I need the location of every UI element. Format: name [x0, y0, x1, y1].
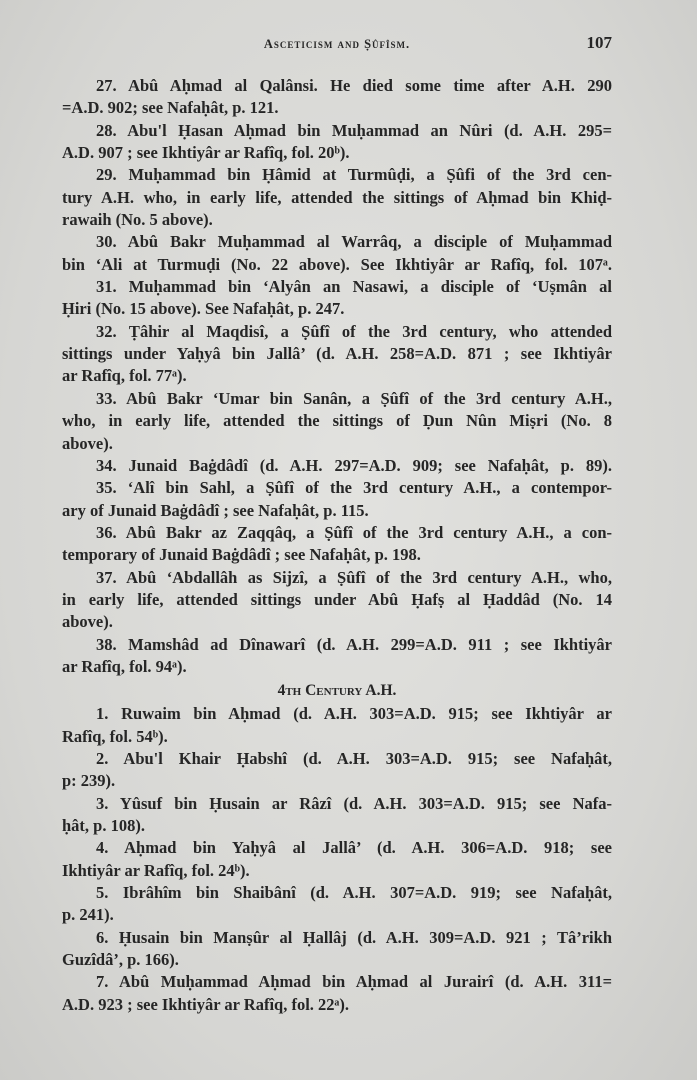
entry-3-line: 3. Yûsuf bin Ḥusain ar Râzî (d. A.H. 303=A.D. 915; see Nafa- [96, 793, 612, 813]
entry-37-line: in early life, attended sittings under Abû Ḥafṣ al Ḥaddâd (No. 14 [62, 589, 612, 609]
running-title: Asceticism and Ṣûfîsm. [263, 37, 411, 51]
entry-1-line: 1. Ruwaim bin Aḥmad (d. A.H. 303=A.D. 915; see Ikhtiyâr ar [96, 704, 612, 724]
entry-31-line: 31. Muḥammad bin ‘Alyân an Nasawi, a disciple of ‘Uṣmân al [96, 277, 612, 297]
entry-34-line: 34. Junaid Baġdâdî (d. A.H. 297=A.D. 909; see Nafaḥât, p. 89). [96, 455, 612, 475]
entry-36-line: 36. Abû Bakr az Zaqqâq, a Ṣûfî of the 3rd century A.H., a con- [96, 522, 612, 542]
entry-30-line: bin ‘Ali at Turmuḍi (No. 22 above). See Ikhtiyâr ar Rafîq, fol. 107ᵃ. [62, 254, 612, 274]
entry-29-line: tury A.H. who, in early life, attended the sittings of Aḥmad bin Khiḍ- [62, 187, 612, 207]
entry-33-line: who, in early life, attended the sittings of Ḍun Nûn Miṣri (No. 8 [62, 411, 612, 431]
entry-35-line: ary of Junaid Baġdâdî ; see Nafaḥât, p. 115. [62, 500, 369, 520]
page-number: 107 [586, 33, 612, 52]
entry-7-line: A.D. 923 ; see Ikhtiyâr ar Rafîq, fol. 22ᵃ). [62, 994, 349, 1014]
entry-32-line: ar Rafîq, fol. 77ᵃ). [62, 366, 187, 386]
entry-33-line: above). [62, 433, 113, 453]
entry-5-line: p. 241). [62, 905, 114, 925]
entry-2-line: p: 239). [62, 771, 116, 791]
entry-6-line: Guzîdâ’, p. 166). [62, 950, 179, 970]
entry-38-line: ar Rafîq, fol. 94ᵃ). [62, 656, 187, 676]
entry-38-line: 38. Mamshâd ad Dînawarî (d. A.H. 299=A.D. 911 ; see Ikhtiyâr [96, 634, 612, 654]
entry-5-line: 5. Ibrâhîm bin Shaibânî (d. A.H. 307=A.D. 919; see Nafaḥât, [96, 883, 612, 903]
entry-3-line: ḥât, p. 108). [62, 816, 145, 835]
entry-31-line: Ḥiri (No. 15 above). See Nafaḥât, p. 247. [62, 299, 345, 319]
entry-29-line: 29. Muḥammad bin Ḥâmid at Turmûḍi, a Ṣûfi of the 3rd cen- [96, 165, 612, 185]
entry-33-line: 33. Abû Bakr ‘Umar bin Sanân, a Ṣûfî of the 3rd century A.H., [96, 388, 612, 408]
entry-37-line: 37. Abû ‘Abdallâh as Sijzî, a Ṣûfî of the 3rd century A.H., who, [96, 567, 612, 587]
entry-28-line: A.D. 907 ; see Ikhtiyâr ar Rafîq, fol. 20ᵇ). [62, 143, 350, 163]
entry-27-line: 27. Abû Aḥmad al Qalânsi. He died some time after A.H. 290 [96, 76, 612, 95]
entry-4-line: 4. Aḥmad bin Yaḥyâ al Jallâ’ (d. A.H. 306=A.D. 918; see [96, 838, 612, 858]
entry-32-line: sittings under Yaḥyâ bin Jallâ’ (d. A.H. 258=A.D. 871 ; see Ikhtiyâr [62, 344, 612, 364]
entry-2-line: 2. Abu'l Khair Ḥabshî (d. A.H. 303=A.D. 915; see Nafaḥât, [96, 748, 612, 768]
page-header [62, 33, 612, 57]
section-heading: 4th Century A.H. [277, 682, 397, 700]
entry-6-line: 6. Ḥusain bin Manṣûr al Ḥallâj (d. A.H. 309=A.D. 921 ; Tâ’rikh [96, 927, 612, 947]
entry-35-line: 35. ‘Alî bin Sahl, a Ṣûfî of the 3rd century A.H., a contempor- [96, 478, 612, 498]
entry-36-line: temporary of Junaid Baġdâdî ; see Nafaḥât, p. 198. [62, 545, 421, 565]
entry-27-line: =A.D. 902; see Nafaḥât, p. 121. [62, 98, 279, 118]
entry-4-line: Ikhtiyâr ar Rafîq, fol. 24ᵇ). [62, 860, 250, 880]
page-body [62, 75, 612, 1016]
entry-37-line: above). [62, 612, 113, 632]
entry-7-line: 7. Abû Muḥammad Aḥmad bin Aḥmad al Jurairî (d. A.H. 311= [96, 972, 612, 992]
entry-28-line: 28. Abu'l Ḥasan Aḥmad bin Muḥammad an Nûri (d. A.H. 295= [96, 120, 612, 140]
entry-32-line: 32. Ṭâhir al Maqdisî, a Ṣûfî of the 3rd century, who attended [96, 321, 612, 341]
entry-30-line: 30. Abû Bakr Muḥammad al Warrâq, a disciple of Muḥammad [96, 232, 612, 252]
entry-29-line: rawaih (No. 5 above). [62, 210, 213, 230]
entry-1-line: Rafîq, fol. 54ᵇ). [62, 726, 168, 746]
